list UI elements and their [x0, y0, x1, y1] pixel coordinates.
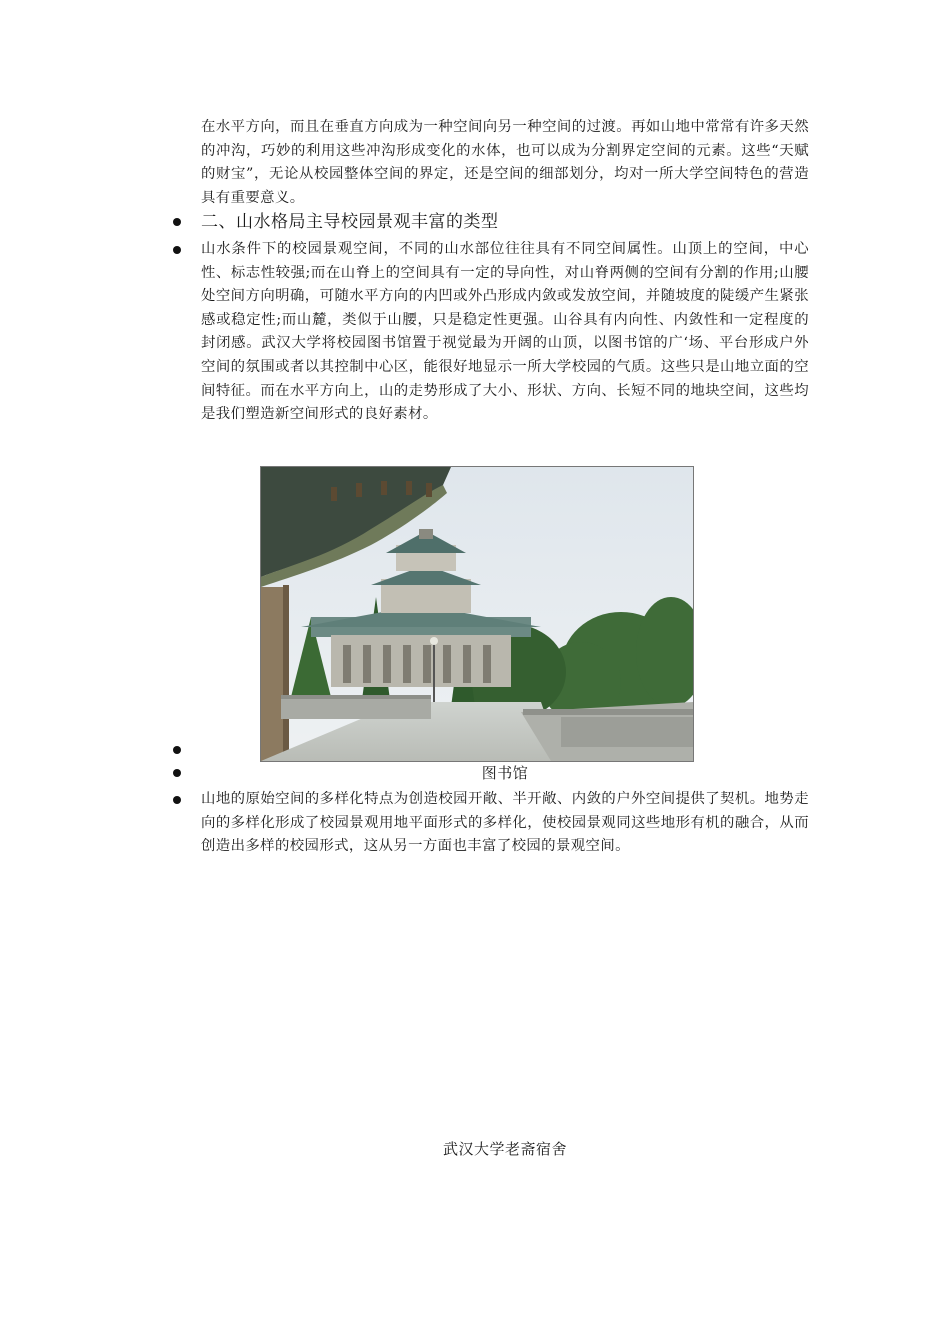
bullet-heading	[173, 218, 181, 226]
library-photo	[260, 466, 694, 762]
paragraph-terrain: 山地的原始空间的多样化特点为创造校园开敞、半开敞、内敛的户外空间提供了契机。地势走向的多样化形成了校园景观用地平面形式的多样化，使校园景观同这些地形有机的融合，从而创造出多样的校园形式，这从另一方面也丰富了校园的景观空间。	[201, 791, 809, 855]
bullet-image	[173, 746, 181, 754]
bullet-terrain-paragraph	[173, 796, 181, 804]
bullet-caption	[173, 769, 181, 777]
bullet-landscape-paragraph	[173, 246, 181, 254]
paragraph-intro: 在水平方向，而且在垂直方向成为一种空间向另一种空间的过渡。再如山地中常常有许多天然的冲沟，巧妙的利用这些冲沟形成变化的水体，也可以成为分割界定空间的元素。这些“天赋的财宝”，无论从校园整体空间的界定，还是空间的细部划分，均对一所大学空间特色的营造具有重要意义。	[201, 119, 809, 206]
section-heading: 二、山水格局主导校园景观丰富的类型	[201, 212, 499, 232]
paragraph-landscape: 山水条件下的校园景观空间，不同的山水部位往往具有不同空间属性。山顶上的空间，中心性、标志性较强;而在山脊上的空间具有一定的导向性，对山脊两侧的空间有分割的作用;山腰处空间方向明确，可随水平方向的内凹或外凸形成内敛或发放空间，并随坡度的陡缓产生紧张感或稳定性;而山麓，类似于山腰，只是稳定性更强。山谷具有内向性、内敛性和一定程度的封闭感。武汉大学将校园图书馆置于视觉最为开阔的山顶，以图书馆的广‘场、平台形成户外空间的氛围或者以其控制中心区，能很好地显示一所大学校园的气质。这些只是山地立面的空间特征。而在水平方向上，山的走势形成了大小、形状、方向、长短不同的地块空间，这些均是我们塑造新空间形式的良好素材。	[201, 241, 809, 423]
caption-dormitory: 武汉大学老斋宿舍	[442, 1140, 567, 1158]
caption-library: 图书馆	[481, 764, 529, 782]
